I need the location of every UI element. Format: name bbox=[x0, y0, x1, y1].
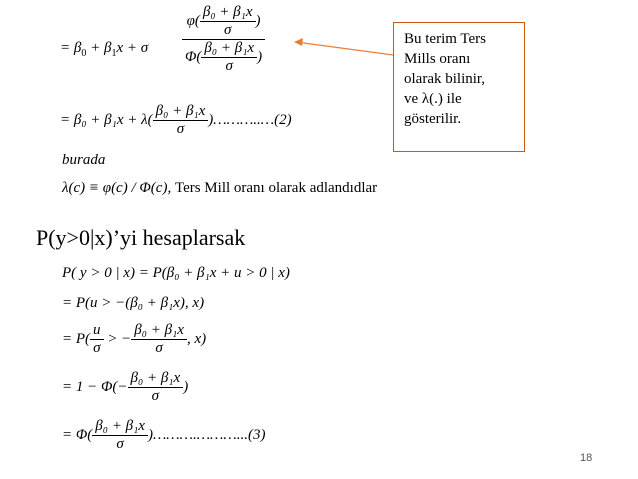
line3-prefix: = P( bbox=[62, 330, 91, 347]
equation-lhs-rest: x + σ bbox=[116, 40, 149, 56]
line3-num-1: u bbox=[93, 322, 101, 338]
line5-suffix: )……….………...(3) bbox=[147, 426, 266, 443]
eq2-den: σ bbox=[153, 120, 209, 138]
callout-box bbox=[393, 22, 525, 152]
eq2-prefix: = β₀ + β₁x + λ( bbox=[60, 111, 153, 128]
eq2-fraction bbox=[153, 103, 209, 138]
equation-lhs: = $\beta_0 + \beta_1x + \sigma$ bbox=[60, 40, 149, 59]
mills-fraction bbox=[182, 4, 265, 75]
equation-2 bbox=[60, 103, 292, 138]
lambda-text: Ters Mill oranı olarak adlandıdlar bbox=[174, 180, 378, 196]
line5-prefix: = Φ( bbox=[62, 426, 93, 443]
eq2-num: β₀ + β₁x bbox=[155, 103, 206, 119]
arrow-head-icon bbox=[294, 38, 303, 46]
inner-den-bottom: σ bbox=[201, 57, 257, 75]
derivation-line-5 bbox=[62, 418, 265, 453]
line3-den-1: σ bbox=[90, 339, 104, 357]
burada-label: burada bbox=[62, 152, 106, 168]
line5-den: σ bbox=[92, 435, 148, 453]
arrow-line bbox=[296, 42, 393, 55]
phi-upper-label: Φ( bbox=[185, 48, 202, 65]
section-heading: P(y>0|x)’yi hesaplarsak bbox=[36, 225, 246, 250]
derivation-line-4 bbox=[62, 370, 188, 405]
line3-suffix: , x) bbox=[186, 330, 207, 347]
derivation-line-1: P( y > 0 | x) = P(β₀ + β₁x + u > 0 | x) bbox=[62, 265, 290, 281]
mills-denominator: Φ( $\frac{\text{β₀ + β₁x}}{\sigma}$ ) bbox=[182, 39, 265, 75]
line4-num: β₀ + β₁x bbox=[130, 370, 181, 386]
line5-num: β₀ + β₁x bbox=[95, 418, 145, 434]
inner-den-top: σ bbox=[200, 21, 256, 39]
line3-num-2: β₀ + β₁x bbox=[134, 322, 184, 338]
line3-fraction-2 bbox=[131, 322, 187, 357]
line4-den: σ bbox=[128, 387, 184, 405]
line4-suffix: ) bbox=[183, 378, 189, 395]
callout-line: ve λ(.) ile bbox=[404, 91, 462, 107]
callout-line: gösterilir. bbox=[404, 111, 462, 127]
lambda-math: λ(c) ≡ φ(c) / Φ(c), bbox=[62, 180, 175, 196]
derivation-line-2: = P(u > −(β₀ + β₁x), x) bbox=[62, 295, 205, 311]
lambda-definition bbox=[62, 180, 377, 197]
line4-fraction bbox=[128, 370, 184, 405]
line4-prefix: = 1 − Φ(− bbox=[62, 378, 128, 395]
line3-den-2: σ bbox=[131, 339, 187, 357]
line3-fraction-1 bbox=[90, 322, 104, 357]
inner-fraction-top bbox=[200, 4, 256, 39]
inner-num-bottom: β₀ + β₁x bbox=[204, 40, 255, 56]
inner-fraction-bottom bbox=[201, 40, 257, 75]
derivation-line-3 bbox=[62, 322, 206, 357]
line5-fraction bbox=[92, 418, 148, 453]
phi-lower-label: φ( bbox=[186, 12, 200, 29]
callout-line: olarak bilinir, bbox=[404, 71, 486, 87]
eq2-suffix: )………..…(2) bbox=[208, 111, 292, 128]
line3-mid: > − bbox=[103, 330, 132, 347]
callout-line: Mills oranı bbox=[404, 51, 471, 67]
mills-numerator: φ( $\frac{\text{β₀ + β₁x}}{\sigma}$ ) bbox=[186, 4, 261, 38]
callout-line: Bu terim Ters bbox=[404, 31, 486, 47]
page-number: 18 bbox=[580, 452, 593, 464]
inner-num-top: β₀ + β₁x bbox=[202, 4, 253, 20]
